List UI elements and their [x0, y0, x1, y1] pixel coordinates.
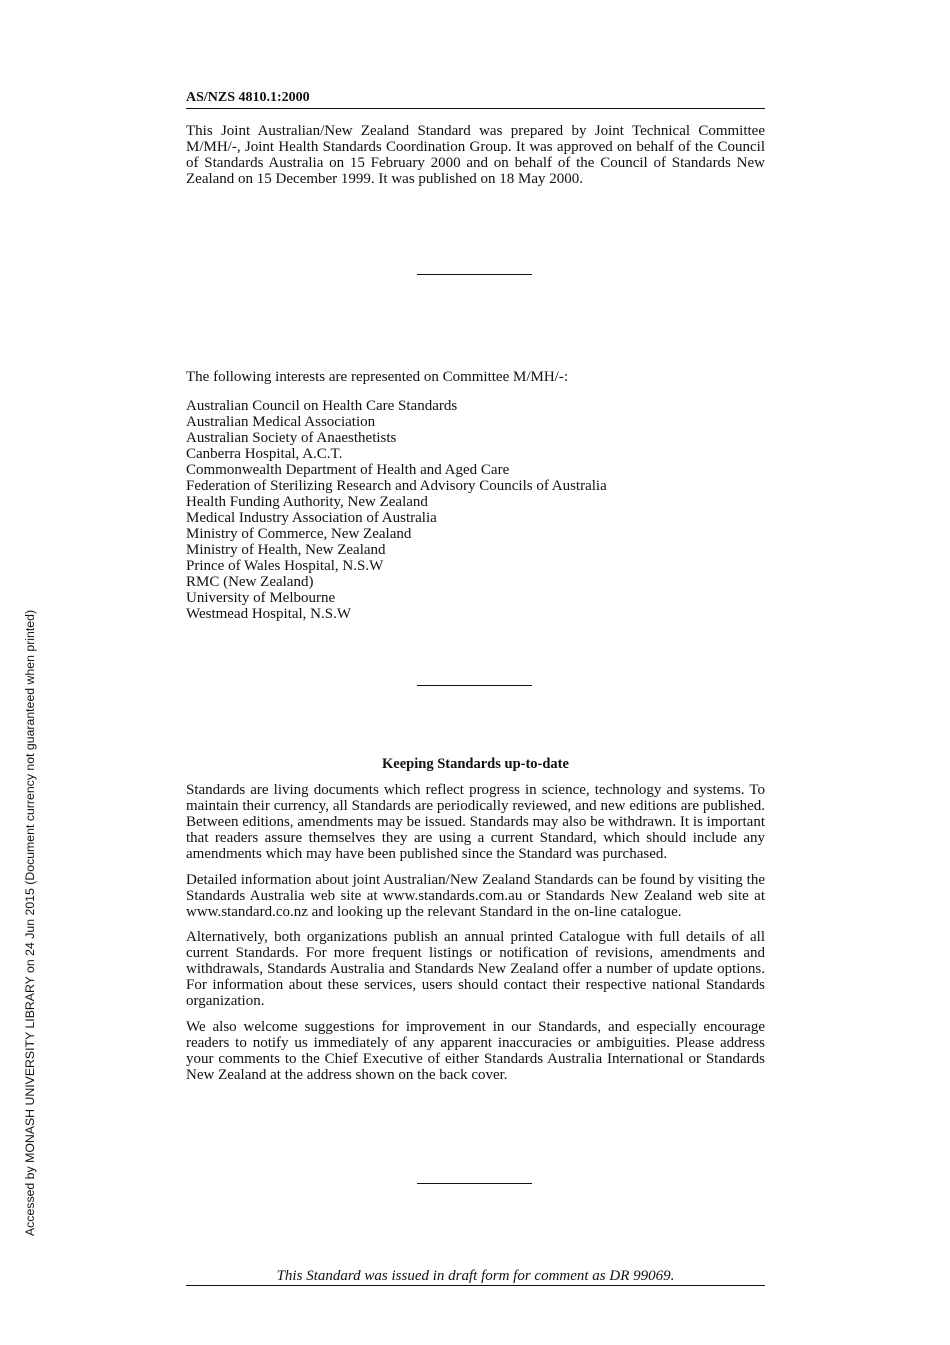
list-item: Health Funding Authority, New Zealand: [186, 494, 428, 510]
section-divider: [417, 1183, 532, 1184]
keeping-standards-body: [186, 782, 765, 1092]
body-paragraph: Alternatively, both organizations publish an annual printed Catalogue with full details of all current Standards. For more frequent listings or notification of revisions, amendments and withdrawals, Standards Australia and Standards New Zealand offer a number of update options. For information about these services, users should contact their respective national Standards organization.: [186, 929, 765, 1009]
list-item: Australian Society of Anaesthetists: [186, 430, 397, 446]
intro-paragraph: This Joint Australian/New Zealand Standard was prepared by Joint Technical Committee M/MH/-, Joint Health Standards Coordination Group. It was approved on behalf of the Council of Standards Australia on 15 February 2000 and on behalf of the Council of Standards New Zealand on 15 December 1999. It was published on 18 May 2000.: [186, 123, 765, 187]
draft-footer-note: This Standard was issued in draft form for comment as DR 99069.: [186, 1268, 765, 1286]
list-item: Ministry of Commerce, New Zealand: [186, 526, 412, 542]
body-paragraph: We also welcome suggestions for improvement in our Standards, and especially encourage readers to notify us immediately of any apparent inaccuracies or ambiguities. Please address your comments to the Chief Executive of either Standards Australia International or Standards New Zealand at the address shown on the back cover.: [186, 1018, 765, 1083]
list-item: Ministry of Health, New Zealand: [186, 542, 386, 558]
keeping-standards-heading: Keeping Standards up-to-date: [382, 756, 569, 772]
list-item: RMC (New Zealand): [186, 574, 314, 590]
standard-number-header: AS/NZS 4810.1:2000: [186, 90, 765, 109]
list-item: University of Melbourne: [186, 590, 336, 606]
committee-interests-list: [186, 398, 765, 622]
list-item: Medical Industry Association of Australia: [186, 510, 437, 526]
list-item: Commonwealth Department of Health and Aged Care: [186, 462, 510, 478]
list-item: Federation of Sterilizing Research and Advisory Councils of Australia: [186, 478, 607, 494]
list-item: Prince of Wales Hospital, N.S.W: [186, 558, 384, 574]
list-item: Canberra Hospital, A.C.T.: [186, 446, 343, 462]
list-item: Westmead Hospital, N.S.W: [186, 606, 352, 622]
list-item: Australian Council on Health Care Standards: [186, 398, 458, 414]
section-divider: [417, 274, 532, 275]
committee-intro: The following interests are represented on Committee M/MH/-:: [186, 369, 568, 385]
list-item: Australian Medical Association: [186, 414, 376, 430]
body-paragraph: Detailed information about joint Australian/New Zealand Standards can be found by visiting the Standards Australia web site at www.standards.com.au or Standards New Zealand web site at www.standard.co.nz and looking up the relevant Standard in the on-line catalogue.: [186, 871, 765, 920]
body-paragraph: Standards are living documents which reflect progress in science, technology and systems. To maintain their currency, all Standards are periodically reviewed, and new editions are published. Between editions, amendments may be issued. Standards may also be withdrawn. It is important that readers assure themselves they are using a current Standard, which should include any amendments which may have been published since the Standard was purchased.: [186, 782, 765, 862]
access-watermark: Accessed by MONASH UNIVERSITY LIBRARY on 24 Jun 2015 (Document currency not guaranteed when printed): [23, 609, 37, 1237]
section-divider: [417, 685, 532, 686]
